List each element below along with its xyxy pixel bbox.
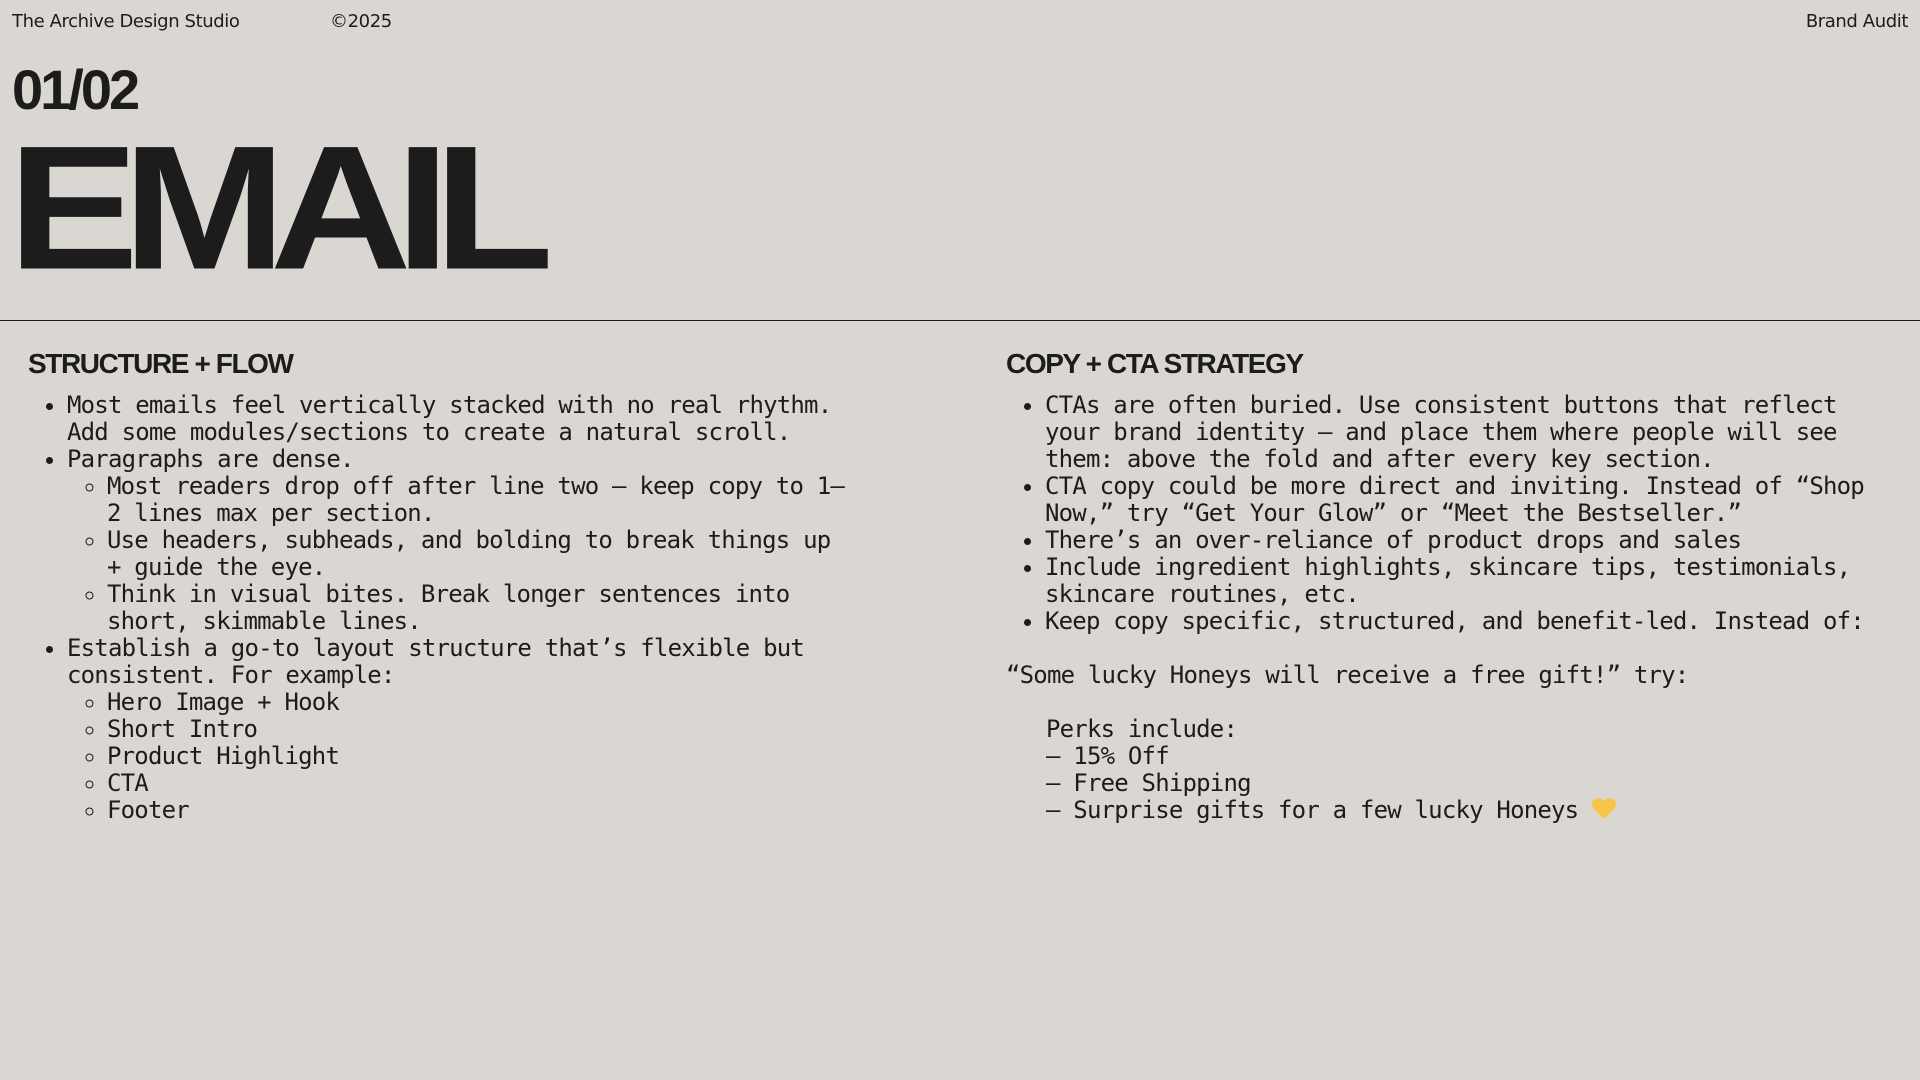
divider <box>0 320 1920 321</box>
sub-list-item: ◦ Short Intro <box>107 716 857 743</box>
studio-name: The Archive Design Studio <box>12 11 240 32</box>
sub-list-item: ◦ Product Highlight <box>107 743 857 770</box>
list-item: • Include ingredient highlights, skincare tips, testimonials, skincare routines, etc. <box>1045 554 1865 608</box>
list-item-text: Paragraphs are dense. <box>67 445 354 473</box>
list-item: • CTA copy could be more direct and inviting. Instead of “Shop Now,” try “Get Your Glow” or “Meet the Bestseller.” <box>1045 473 1865 527</box>
copy-cta-column <box>1006 346 1886 824</box>
sub-list-item: ◦ Most readers drop off after line two – keep copy to 1–2 lines max per section. <box>107 473 857 527</box>
copyright-year: ©2025 <box>330 11 392 32</box>
yellow-heart-icon <box>1592 798 1616 820</box>
structure-flow-column <box>28 346 908 824</box>
sub-list-item: ◦ CTA <box>107 770 857 797</box>
sub-list <box>67 473 857 635</box>
sub-list <box>67 689 857 824</box>
sub-list-item: ◦ Footer <box>107 797 857 824</box>
copy-cta-heading: COPY + CTA STRATEGY <box>1006 348 1303 379</box>
list-item: • CTAs are often buried. Use consistent buttons that reflect your brand identity – and place them where people will see them: above the fold and after every key section. <box>1045 392 1865 473</box>
list-item: • Most emails feel vertically stacked with no real rhythm. Add some modules/sections to create a natural scroll. <box>67 392 857 446</box>
perks-line: – 15% Off <box>1046 742 1169 770</box>
list-item: • Keep copy specific, structured, and benefit-led. Instead of: <box>1045 608 1865 635</box>
sub-list-item: ◦ Use headers, subheads, and bolding to break things up + guide the eye. <box>107 527 857 581</box>
list-item-text: Establish a go-to layout structure that’s flexible but consistent. For example: <box>67 634 805 689</box>
perks-block <box>1006 716 1886 824</box>
copy-cta-body <box>1006 392 1886 824</box>
copy-cta-list <box>1006 392 1886 635</box>
list-item <box>67 635 857 824</box>
perks-line: Perks include: <box>1046 715 1238 743</box>
section-label: Brand Audit <box>1805 11 1908 32</box>
list-item <box>67 446 857 635</box>
perks-line-last <box>1046 797 1886 824</box>
perks-line: – Free Shipping <box>1046 769 1251 797</box>
structure-flow-body <box>28 392 908 824</box>
example-quote: “Some lucky Honeys will receive a free gift!” try: <box>1006 661 1689 689</box>
sub-list-item: ◦ Hero Image + Hook <box>107 689 857 716</box>
structure-list <box>28 392 908 824</box>
page-title: EMAIL <box>8 109 538 307</box>
perks-line-text: – Surprise gifts for a few lucky Honeys <box>1046 796 1579 824</box>
list-item: • There’s an over-reliance of product drops and sales <box>1045 527 1865 554</box>
structure-flow-heading: STRUCTURE + FLOW <box>28 348 293 379</box>
top-bar <box>0 0 1920 44</box>
sub-list-item: ◦ Think in visual bites. Break longer sentences into short, skimmable lines. <box>107 581 857 635</box>
page-counter: 01/02 <box>12 58 138 121</box>
